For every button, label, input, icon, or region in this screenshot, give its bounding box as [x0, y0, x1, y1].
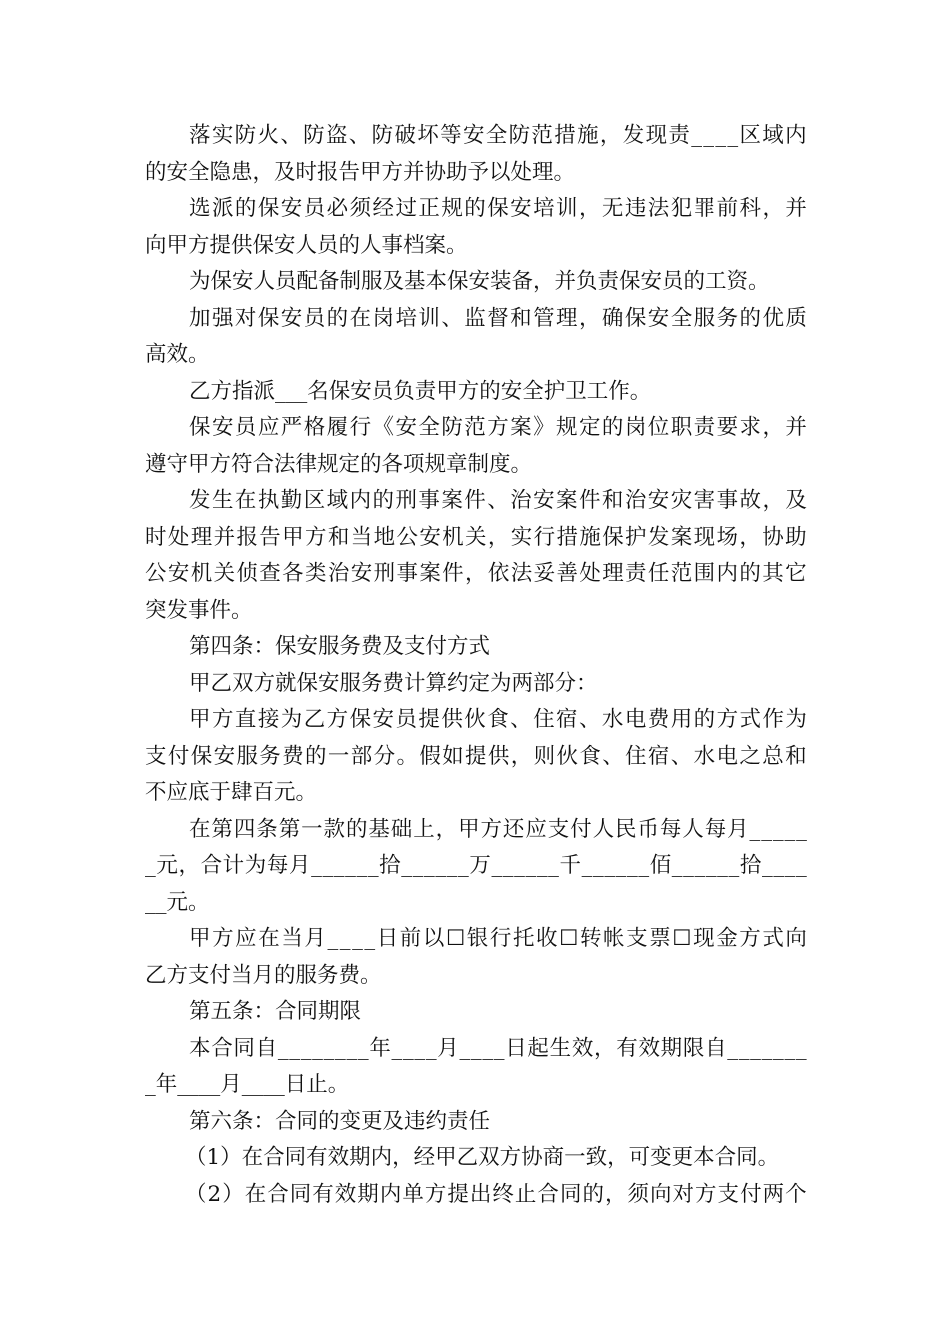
- text-line: __元。: [145, 889, 210, 915]
- text-line: 向甲方提供保安人员的人事档案。: [145, 232, 468, 258]
- text-line: 乙方支付当月的服务费。: [145, 962, 382, 988]
- text-line: _年____月____日止。: [145, 1072, 350, 1097]
- text-line: 不应底于肆百元。: [145, 780, 318, 805]
- text-line: 遵守甲方符合法律规定的各项规章制度。: [145, 451, 533, 477]
- text-line: 在 第 四 条 第 一 款 的 基 础 上 ， 甲 方 还 应 支 付 人 民 币 每 人 每 月 _ _ _ _ _: [189, 816, 807, 842]
- text-line: 第六条：合同的变更及违约责任: [189, 1108, 491, 1134]
- text-line: 甲 方 直 接 为 乙 方 保 安 员 提 供 伙 食 、 住 宿 、 水 电 费 用 的 方 式 作 为: [189, 707, 807, 732]
- text-line: 公 安 机 关 侦 查 各 类 治 安 刑 事 案 件 ， 依 法 妥 善 处 理 责 任 范 围 内 的 其 它: [145, 561, 807, 586]
- text-line: 第五条：合同期限: [189, 999, 362, 1024]
- text-line: 保 安 员 应 严 格 履 行 《 安 全 防 范 方 案 》 规 定 的 岗 位 职 责 要 求 ， 并: [189, 415, 807, 440]
- text-line: 本 合 同 自 _ _ _ _ _ _ _ _ 年 _ _ _ _ 月 _ _ _ _ 日 起 生 效 ， 有 效 期 限 自 _ _ _ _ _ _ _: [189, 1035, 807, 1061]
- text-line: 甲 方 应 在 当 月 _ _ _ _ 日 前 以 ☐ 银 行 托 收 ☐ 转 帐 支 票 ☐ 现 金 方 式 向: [189, 926, 807, 951]
- text-line: 选 派 的 保 安 员 必 须 经 过 正 规 的 保 安 培 训 ， 无 违 法 犯 罪 前 科 ， 并: [189, 196, 807, 221]
- text-line: 乙方指派___名保安员负责甲方的安全护卫工作。: [189, 378, 652, 404]
- text-line: （ 2 ） 在 合 同 有 效 期 内 单 方 提 出 终 止 合 同 的 ， 须 向 对 方 支 付 两 个: [185, 1181, 807, 1207]
- text-line: 高效。: [145, 342, 210, 367]
- contract-text: [145, 118, 807, 1213]
- text-line: 突发事件。: [145, 597, 253, 623]
- text-line: 支 付 保 安 服 务 费 的 一 部 分 。 假 如 提 供 ， 则 伙 食 、 住 宿 、 水 电 之 总 和: [145, 743, 807, 769]
- text-line: 加 强 对 保 安 员 的 在 岗 培 训 、 监 督 和 管 理 ， 确 保 安 全 服 务 的 优 质: [189, 305, 807, 331]
- text-line: 甲乙双方就保安服务费计算约定为两部分：: [189, 670, 598, 696]
- text-line: 落 实 防 火 、 防 盗 、 防 破 坏 等 安 全 防 范 措 施 ， 发 现 责 _ _ _ _ 区 域 内: [189, 123, 807, 148]
- text-line: _ 元 ， 合 计 为 每 月 _ _ _ _ _ _ 拾 _ _ _ _ _ _ 万 _ _ _ _ _ _ 千 _ _ _ _ _ _ 佰 _ _ _ _ _ _ 拾 _ _ _ _: [145, 853, 807, 878]
- text-line: 时 处 理 并 报 告 甲 方 和 当 地 公 安 机 关 ， 实 行 措 施 保 护 发 案 现 场 ， 协 助: [145, 524, 807, 550]
- text-line: 发 生 在 执 勤 区 域 内 的 刑 事 案 件 、 治 安 案 件 和 治 安 灾 害 事 故 ， 及: [189, 488, 807, 513]
- text-line: 第四条：保安服务费及支付方式: [189, 634, 491, 659]
- text-line: （1）在合同有效期内，经甲乙双方协商一致，可变更本合同。: [185, 1145, 780, 1170]
- text-line: 的安全隐患，及时报告甲方并协助予以处理。: [145, 159, 576, 185]
- text-line: 为保安人员配备制服及基本保安装备，并负责保安员的工资。: [189, 269, 770, 294]
